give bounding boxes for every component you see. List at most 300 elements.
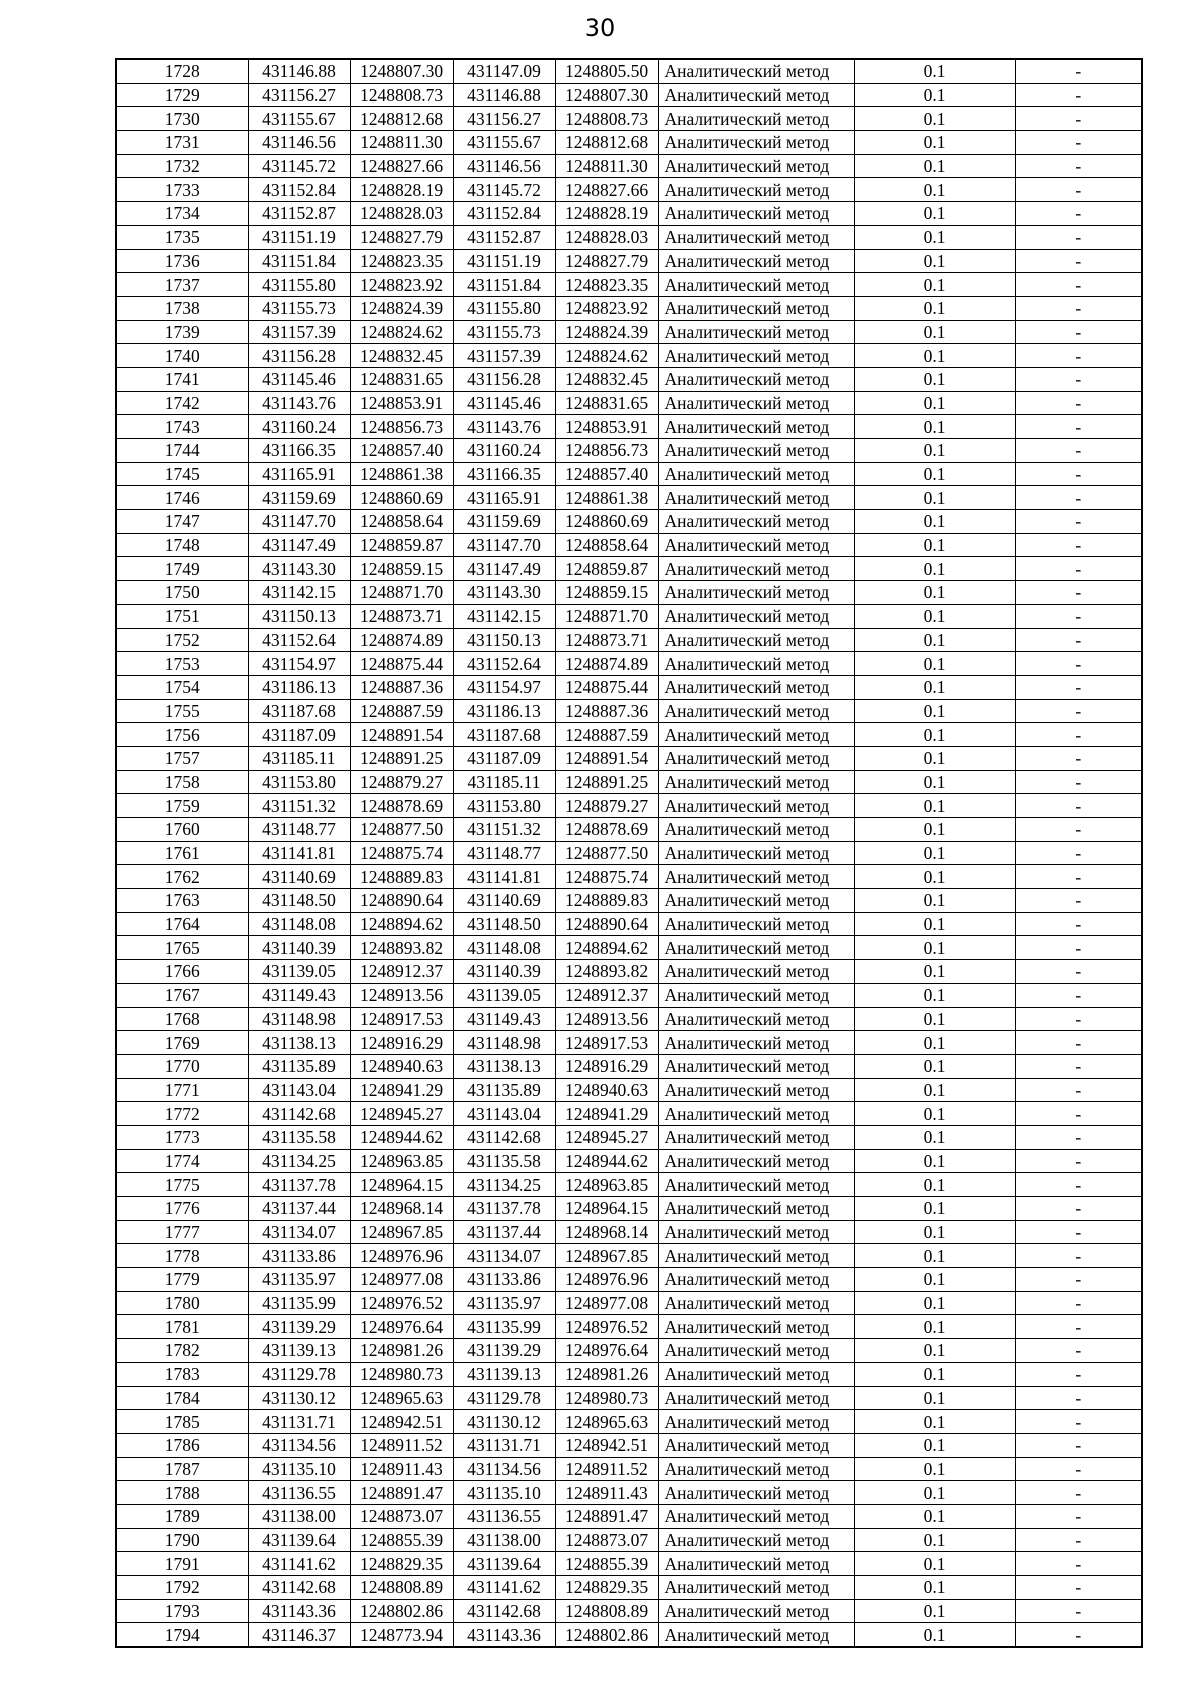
prev-y-cell: 1248856.73 [555,439,658,463]
method-cell: Аналитический метод [658,367,854,391]
prev-y-cell: 1248823.35 [555,273,658,297]
accuracy-cell: 0.1 [854,1528,1015,1552]
point-number-cell: 1742 [116,391,248,415]
method-cell: Аналитический метод [658,202,854,226]
accuracy-cell: 0.1 [854,1339,1015,1363]
table-row [116,1552,1142,1576]
point-number-cell: 1739 [116,320,248,344]
point-number-cell: 1780 [116,1291,248,1315]
point-number-cell: 1735 [116,225,248,249]
prev-x-cell: 431147.49 [453,557,555,581]
prev-y-cell: 1248812.68 [555,131,658,155]
y-cell: 1248911.43 [350,1457,453,1481]
prev-x-cell: 431138.00 [453,1528,555,1552]
note-cell: - [1015,983,1142,1007]
point-number-cell: 1752 [116,628,248,652]
note-cell: - [1015,1102,1142,1126]
table-row [116,723,1142,747]
method-cell: Аналитический метод [658,1031,854,1055]
y-cell: 1248976.52 [350,1291,453,1315]
note-cell: - [1015,581,1142,605]
note-cell: - [1015,486,1142,510]
prev-y-cell: 1248874.89 [555,652,658,676]
note-cell: - [1015,533,1142,557]
prev-y-cell: 1248917.53 [555,1031,658,1055]
prev-x-cell: 431152.87 [453,225,555,249]
y-cell: 1248855.39 [350,1528,453,1552]
prev-x-cell: 431139.05 [453,983,555,1007]
note-cell: - [1015,1457,1142,1481]
x-cell: 431152.87 [248,202,350,226]
prev-x-cell: 431150.13 [453,628,555,652]
y-cell: 1248860.69 [350,486,453,510]
prev-x-cell: 431155.80 [453,296,555,320]
accuracy-cell: 0.1 [854,273,1015,297]
note-cell: - [1015,225,1142,249]
note-cell: - [1015,1031,1142,1055]
method-cell: Аналитический метод [658,391,854,415]
accuracy-cell: 0.1 [854,391,1015,415]
method-cell: Аналитический метод [658,1291,854,1315]
method-cell: Аналитический метод [658,675,854,699]
y-cell: 1248828.03 [350,202,453,226]
prev-y-cell: 1248944.62 [555,1149,658,1173]
point-number-cell: 1747 [116,510,248,534]
accuracy-cell: 0.1 [854,510,1015,534]
table-row [116,1315,1142,1339]
x-cell: 431143.76 [248,391,350,415]
note-cell: - [1015,1528,1142,1552]
x-cell: 431137.78 [248,1173,350,1197]
accuracy-cell: 0.1 [854,533,1015,557]
prev-y-cell: 1248887.59 [555,723,658,747]
point-number-cell: 1766 [116,960,248,984]
method-cell: Аналитический метод [658,462,854,486]
y-cell: 1248889.83 [350,865,453,889]
method-cell: Аналитический метод [658,1268,854,1292]
note-cell: - [1015,1244,1142,1268]
accuracy-cell: 0.1 [854,1457,1015,1481]
x-cell: 431159.69 [248,486,350,510]
prev-x-cell: 431152.64 [453,652,555,676]
method-cell: Аналитический метод [658,1552,854,1576]
note-cell: - [1015,178,1142,202]
method-cell: Аналитический метод [658,320,854,344]
prev-y-cell: 1248805.50 [555,59,658,83]
point-number-cell: 1769 [116,1031,248,1055]
x-cell: 431155.73 [248,296,350,320]
point-number-cell: 1731 [116,131,248,155]
table-row [116,391,1142,415]
prev-y-cell: 1248873.07 [555,1528,658,1552]
y-cell: 1248808.89 [350,1576,453,1600]
point-number-cell: 1787 [116,1457,248,1481]
prev-x-cell: 431155.73 [453,320,555,344]
prev-y-cell: 1248808.73 [555,107,658,131]
accuracy-cell: 0.1 [854,462,1015,486]
y-cell: 1248941.29 [350,1078,453,1102]
y-cell: 1248859.15 [350,557,453,581]
prev-y-cell: 1248980.73 [555,1386,658,1410]
y-cell: 1248873.71 [350,604,453,628]
point-number-cell: 1776 [116,1197,248,1221]
y-cell: 1248967.85 [350,1220,453,1244]
point-number-cell: 1740 [116,344,248,368]
accuracy-cell: 0.1 [854,439,1015,463]
note-cell: - [1015,202,1142,226]
prev-x-cell: 431155.67 [453,131,555,155]
x-cell: 431133.86 [248,1244,350,1268]
x-cell: 431139.29 [248,1315,350,1339]
x-cell: 431166.35 [248,439,350,463]
accuracy-cell: 0.1 [854,1054,1015,1078]
point-number-cell: 1777 [116,1220,248,1244]
x-cell: 431146.56 [248,131,350,155]
point-number-cell: 1729 [116,83,248,107]
y-cell: 1248875.44 [350,652,453,676]
table-row [116,1078,1142,1102]
prev-x-cell: 431134.25 [453,1173,555,1197]
accuracy-cell: 0.1 [854,1576,1015,1600]
method-cell: Аналитический метод [658,889,854,913]
prev-y-cell: 1248824.39 [555,320,658,344]
point-number-cell: 1743 [116,415,248,439]
note-cell: - [1015,604,1142,628]
y-cell: 1248878.69 [350,794,453,818]
table-row [116,273,1142,297]
table-row [116,462,1142,486]
x-cell: 431186.13 [248,675,350,699]
x-cell: 431154.97 [248,652,350,676]
prev-x-cell: 431185.11 [453,770,555,794]
method-cell: Аналитический метод [658,1173,854,1197]
prev-y-cell: 1248941.29 [555,1102,658,1126]
accuracy-cell: 0.1 [854,1599,1015,1623]
point-number-cell: 1762 [116,865,248,889]
prev-y-cell: 1248968.14 [555,1220,658,1244]
prev-y-cell: 1248889.83 [555,889,658,913]
accuracy-cell: 0.1 [854,1149,1015,1173]
method-cell: Аналитический метод [658,557,854,581]
y-cell: 1248811.30 [350,131,453,155]
method-cell: Аналитический метод [658,1410,854,1434]
y-cell: 1248824.39 [350,296,453,320]
x-cell: 431148.50 [248,889,350,913]
prev-x-cell: 431134.07 [453,1244,555,1268]
prev-y-cell: 1248977.08 [555,1291,658,1315]
point-number-cell: 1755 [116,699,248,723]
prev-y-cell: 1248807.30 [555,83,658,107]
table-row [116,818,1142,842]
method-cell: Аналитический метод [658,746,854,770]
prev-y-cell: 1248827.79 [555,249,658,273]
prev-x-cell: 431160.24 [453,439,555,463]
prev-x-cell: 431143.04 [453,1102,555,1126]
table-row [116,1102,1142,1126]
prev-y-cell: 1248913.56 [555,1007,658,1031]
prev-y-cell: 1248875.44 [555,675,658,699]
accuracy-cell: 0.1 [854,1197,1015,1221]
prev-x-cell: 431143.36 [453,1623,555,1647]
note-cell: - [1015,1552,1142,1576]
x-cell: 431135.58 [248,1125,350,1149]
note-cell: - [1015,1339,1142,1363]
prev-y-cell: 1248808.89 [555,1599,658,1623]
x-cell: 431141.62 [248,1552,350,1576]
x-cell: 431149.43 [248,983,350,1007]
method-cell: Аналитический метод [658,510,854,534]
x-cell: 431134.25 [248,1149,350,1173]
y-cell: 1248812.68 [350,107,453,131]
y-cell: 1248965.63 [350,1386,453,1410]
y-cell: 1248942.51 [350,1410,453,1434]
y-cell: 1248894.62 [350,912,453,936]
x-cell: 431134.56 [248,1433,350,1457]
prev-x-cell: 431146.88 [453,83,555,107]
x-cell: 431151.32 [248,794,350,818]
y-cell: 1248891.25 [350,746,453,770]
note-cell: - [1015,367,1142,391]
point-number-cell: 1785 [116,1410,248,1434]
y-cell: 1248917.53 [350,1007,453,1031]
point-number-cell: 1737 [116,273,248,297]
accuracy-cell: 0.1 [854,1552,1015,1576]
point-number-cell: 1753 [116,652,248,676]
prev-x-cell: 431135.58 [453,1149,555,1173]
prev-x-cell: 431156.27 [453,107,555,131]
note-cell: - [1015,296,1142,320]
table-row [116,439,1142,463]
table-row [116,1220,1142,1244]
prev-y-cell: 1248879.27 [555,794,658,818]
point-number-cell: 1794 [116,1623,248,1647]
note-cell: - [1015,320,1142,344]
note-cell: - [1015,865,1142,889]
y-cell: 1248963.85 [350,1149,453,1173]
note-cell: - [1015,154,1142,178]
method-cell: Аналитический метод [658,533,854,557]
accuracy-cell: 0.1 [854,367,1015,391]
y-cell: 1248802.86 [350,1599,453,1623]
x-cell: 431143.36 [248,1599,350,1623]
note-cell: - [1015,1220,1142,1244]
y-cell: 1248773.94 [350,1623,453,1647]
point-number-cell: 1738 [116,296,248,320]
point-number-cell: 1782 [116,1339,248,1363]
method-cell: Аналитический метод [658,296,854,320]
x-cell: 431140.69 [248,865,350,889]
prev-y-cell: 1248802.86 [555,1623,658,1647]
y-cell: 1248968.14 [350,1197,453,1221]
y-cell: 1248823.35 [350,249,453,273]
table-row [116,628,1142,652]
note-cell: - [1015,1386,1142,1410]
accuracy-cell: 0.1 [854,320,1015,344]
point-number-cell: 1792 [116,1576,248,1600]
table-row [116,486,1142,510]
accuracy-cell: 0.1 [854,960,1015,984]
accuracy-cell: 0.1 [854,344,1015,368]
accuracy-cell: 0.1 [854,652,1015,676]
note-cell: - [1015,59,1142,83]
note-cell: - [1015,794,1142,818]
prev-y-cell: 1248859.15 [555,581,658,605]
prev-y-cell: 1248912.37 [555,983,658,1007]
note-cell: - [1015,415,1142,439]
table-row [116,746,1142,770]
method-cell: Аналитический метод [658,1339,854,1363]
table-row [116,415,1142,439]
prev-y-cell: 1248832.45 [555,367,658,391]
table-row [116,1244,1142,1268]
point-number-cell: 1784 [116,1386,248,1410]
x-cell: 431160.24 [248,415,350,439]
prev-y-cell: 1248891.47 [555,1504,658,1528]
accuracy-cell: 0.1 [854,1433,1015,1457]
y-cell: 1248827.79 [350,225,453,249]
table-body [116,59,1142,1647]
y-cell: 1248964.15 [350,1173,453,1197]
point-number-cell: 1749 [116,557,248,581]
prev-x-cell: 431129.78 [453,1386,555,1410]
note-cell: - [1015,652,1142,676]
prev-x-cell: 431153.80 [453,794,555,818]
point-number-cell: 1771 [116,1078,248,1102]
point-number-cell: 1751 [116,604,248,628]
x-cell: 431151.84 [248,249,350,273]
table-row [116,1031,1142,1055]
prev-x-cell: 431130.12 [453,1410,555,1434]
accuracy-cell: 0.1 [854,1362,1015,1386]
prev-y-cell: 1248891.54 [555,746,658,770]
prev-y-cell: 1248857.40 [555,462,658,486]
y-cell: 1248913.56 [350,983,453,1007]
y-cell: 1248831.65 [350,367,453,391]
method-cell: Аналитический метод [658,273,854,297]
accuracy-cell: 0.1 [854,699,1015,723]
note-cell: - [1015,1504,1142,1528]
x-cell: 431143.30 [248,557,350,581]
point-number-cell: 1793 [116,1599,248,1623]
table-row [116,510,1142,534]
note-cell: - [1015,1410,1142,1434]
y-cell: 1248824.62 [350,320,453,344]
x-cell: 431155.80 [248,273,350,297]
y-cell: 1248856.73 [350,415,453,439]
table-row [116,1457,1142,1481]
table-row [116,841,1142,865]
point-number-cell: 1768 [116,1007,248,1031]
prev-x-cell: 431131.71 [453,1433,555,1457]
prev-y-cell: 1248824.62 [555,344,658,368]
prev-x-cell: 431159.69 [453,510,555,534]
method-cell: Аналитический метод [658,59,854,83]
method-cell: Аналитический метод [658,1599,854,1623]
method-cell: Аналитический метод [658,107,854,131]
note-cell: - [1015,510,1142,534]
prev-y-cell: 1248871.70 [555,604,658,628]
point-number-cell: 1783 [116,1362,248,1386]
prev-y-cell: 1248940.63 [555,1078,658,1102]
prev-x-cell: 431149.43 [453,1007,555,1031]
method-cell: Аналитический метод [658,1504,854,1528]
accuracy-cell: 0.1 [854,936,1015,960]
prev-y-cell: 1248823.92 [555,296,658,320]
x-cell: 431129.78 [248,1362,350,1386]
table-row [116,1599,1142,1623]
x-cell: 431139.05 [248,960,350,984]
y-cell: 1248891.54 [350,723,453,747]
method-cell: Аналитический метод [658,131,854,155]
method-cell: Аналитический метод [658,344,854,368]
prev-y-cell: 1248877.50 [555,841,658,865]
prev-y-cell: 1248828.03 [555,225,658,249]
y-cell: 1248858.64 [350,510,453,534]
method-cell: Аналитический метод [658,154,854,178]
prev-y-cell: 1248891.25 [555,770,658,794]
accuracy-cell: 0.1 [854,1315,1015,1339]
prev-x-cell: 431148.98 [453,1031,555,1055]
point-number-cell: 1748 [116,533,248,557]
table-row [116,699,1142,723]
accuracy-cell: 0.1 [854,1102,1015,1126]
y-cell: 1248823.92 [350,273,453,297]
method-cell: Аналитический метод [658,178,854,202]
x-cell: 431153.80 [248,770,350,794]
table-row [116,865,1142,889]
note-cell: - [1015,557,1142,581]
note-cell: - [1015,344,1142,368]
x-cell: 431148.98 [248,1007,350,1031]
method-cell: Аналитический метод [658,1102,854,1126]
prev-y-cell: 1248861.38 [555,486,658,510]
y-cell: 1248874.89 [350,628,453,652]
accuracy-cell: 0.1 [854,557,1015,581]
y-cell: 1248861.38 [350,462,453,486]
prev-x-cell: 431142.15 [453,604,555,628]
y-cell: 1248893.82 [350,936,453,960]
method-cell: Аналитический метод [658,1386,854,1410]
y-cell: 1248976.64 [350,1315,453,1339]
method-cell: Аналитический метод [658,439,854,463]
table-row [116,1481,1142,1505]
note-cell: - [1015,818,1142,842]
note-cell: - [1015,1623,1142,1647]
note-cell: - [1015,770,1142,794]
accuracy-cell: 0.1 [854,225,1015,249]
accuracy-cell: 0.1 [854,1244,1015,1268]
y-cell: 1248827.66 [350,154,453,178]
note-cell: - [1015,1362,1142,1386]
point-number-cell: 1786 [116,1433,248,1457]
accuracy-cell: 0.1 [854,1007,1015,1031]
accuracy-cell: 0.1 [854,818,1015,842]
point-number-cell: 1756 [116,723,248,747]
prev-x-cell: 431151.32 [453,818,555,842]
method-cell: Аналитический метод [658,960,854,984]
accuracy-cell: 0.1 [854,1386,1015,1410]
prev-y-cell: 1248916.29 [555,1054,658,1078]
prev-x-cell: 431151.84 [453,273,555,297]
x-cell: 431142.68 [248,1102,350,1126]
prev-y-cell: 1248827.66 [555,178,658,202]
y-cell: 1248890.64 [350,889,453,913]
accuracy-cell: 0.1 [854,841,1015,865]
note-cell: - [1015,1054,1142,1078]
prev-y-cell: 1248981.26 [555,1362,658,1386]
point-number-cell: 1790 [116,1528,248,1552]
prev-x-cell: 431145.72 [453,178,555,202]
